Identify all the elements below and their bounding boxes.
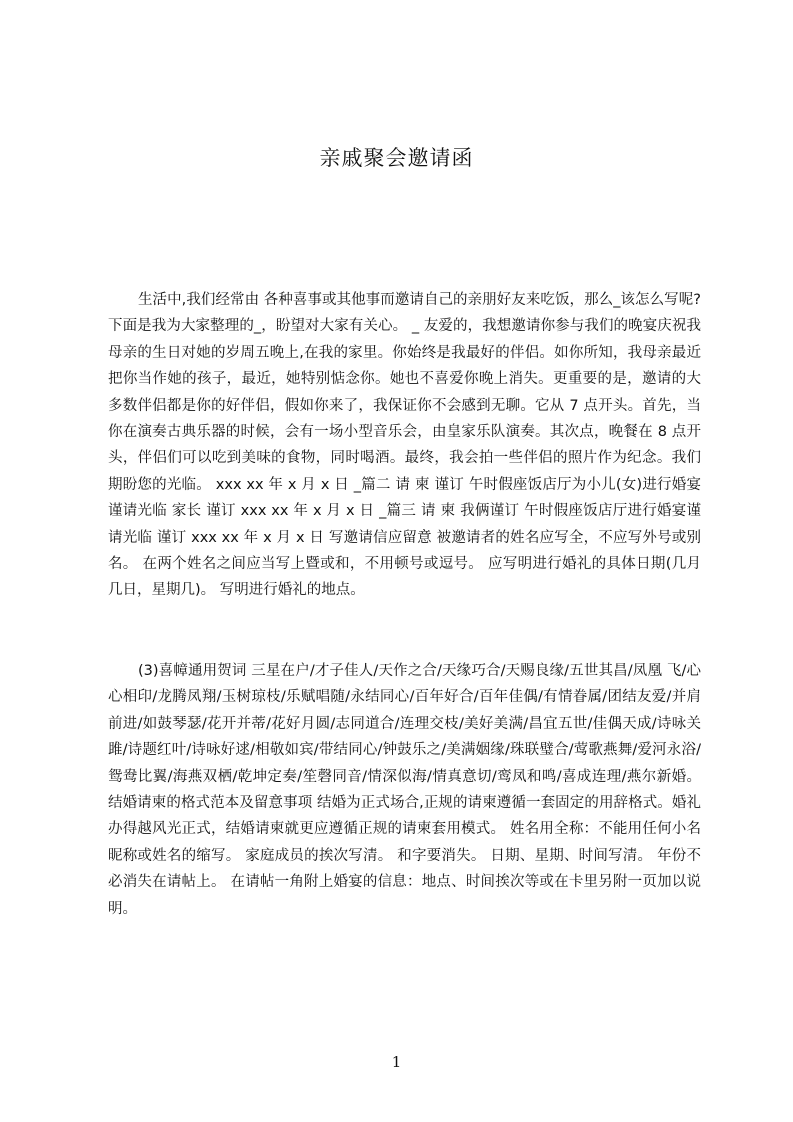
document-title: 亲戚聚会邀请函 — [319, 146, 474, 170]
body-paragraph-wedding-notes: (3)喜幛通用贺词 三星在户/才子佳人/天作之合/天缘巧合/天赐良缘/五世其昌/凤凰 飞/心心相印/龙腾凤翔/玉树琼枝/乐赋唱随/永结同心/百年好合/百年佳偶/有情眷属/团结友爱/并肩前进/如鼓琴瑟/花开并蒂/花好月圆/志同道合/连理交枝/美好美满/昌宜五世/佳偶天成/诗咏关雎/诗题红叶/诗咏好逑/相敬如宾/带结同心/钟鼓乐之/美满姻缘/珠联璧合/莺歌燕舞/爱河永浴/鸳鸯比翼/海燕双栖/乾坤定奏/笙磬同音/情深似海/情真意切/鸾凤和鸣/喜成连理/燕尔新婚。 结婚请柬的格式范本及留意事项 结婚为正式场合,正规的请柬遵循一套固定的用辞格式。婚礼办得越风光正式，结婚请柬就更应遵循正规的请柬套用模式。 姓名用全称：不能用任何小名昵称或姓名的缩写。 家庭成员的挨次写清。 和字要消失。 日期、星期、时间写清。 年份不必消失在请帖上。 在请帖一角附上婚宴的信息：地点、时间挨次等或在卡里另附一页加以说明。 — [108, 663, 701, 917]
page-number: 1 — [391, 1053, 402, 1071]
body-paragraph-invitation: 生活中,我们经常由 各种喜事或其他事而邀请自己的亲朋好友来吃饭，那么_该怎么写呢?下面是我为大家整理的_，盼望对大家有关心。 _ 友爱的，我想邀请你参与我们的晚宴庆祝我母亲的生日对她的岁周五晚上,在我的家里。你始终是我最好的伴侣。如你所知，我母亲最近把你当作她的孩子，最近，她特别惦念你。她也不喜爱你晚上消失。更重要的是，邀请的大多数伴侣都是你的好伴侣，假如你来了，我保证你不会感到无聊。它从 7 点开头。首先，当你在演奏古典乐器的时候，会有一场小型音乐会，由皇家乐队演奏。其次点，晚餐在 8 点开头，伴侣们可以吃到美味的食物，同时喝酒。最终，我会拍一些伴侣的照片作为纪念。我们期盼您的光临。 xxx xx 年 x 月 x 日 _篇二 请 柬 谨订 午时假座饭店厅为小儿(女)进行婚宴谨请光临 家长 谨订 xxx xx 年 x 月 x 日 _篇三 请 柬 我俩谨订 午时假座饭店厅进行婚宴谨请光临 谨订 xxx xx 年 x 月 x 日 写邀请信应留意 被邀请者的姓名应写全，不应写外号或别名。 在两个姓名之间应当写上暨或和，不用顿号或逗号。 应写明进行婚礼的具体日期(几月几日，星期几)。 写明进行婚礼的地点。 — [108, 292, 701, 599]
